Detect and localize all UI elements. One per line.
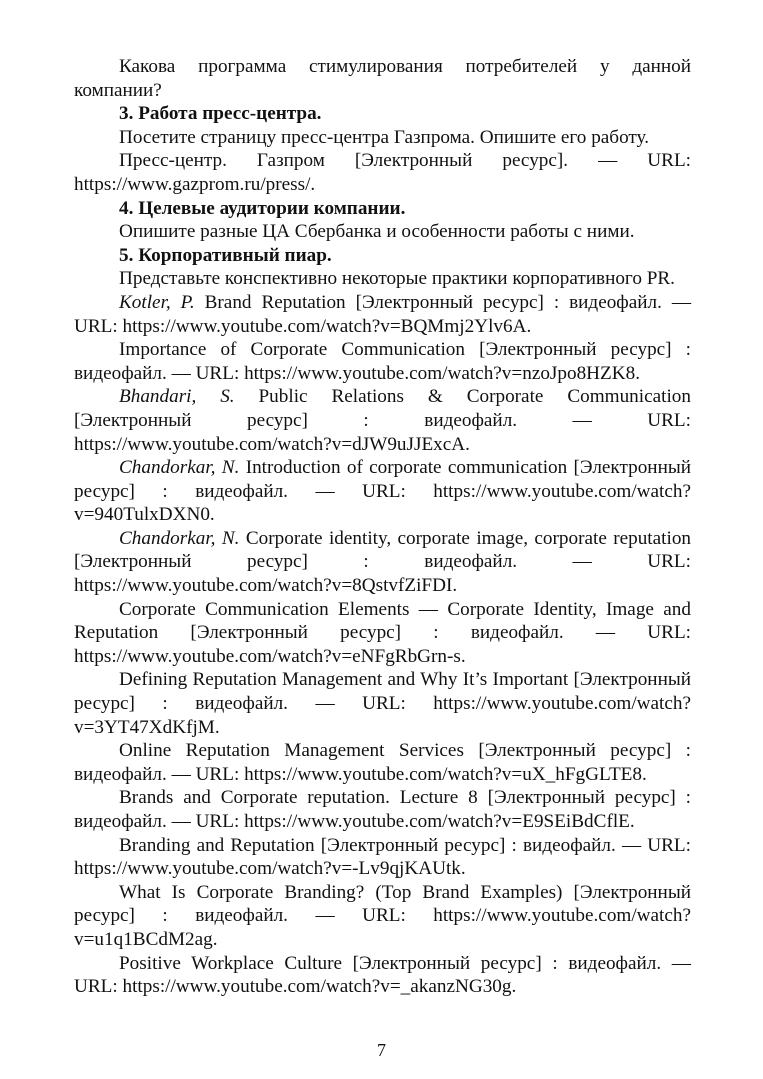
reference-text: Branding and Reputation [Электронный ресурс] : видеофайл. — URL: https://www.youtube.com/watch?v=-Lv9qjKAUtk.	[74, 834, 691, 880]
reference-text: Corporate identity, corporate image, corporate reputation [Электронный ресурс] : видеофайл. — URL: https://www.youtube.com/watch?v=8QstvfZiFDI.	[74, 527, 692, 597]
reference-text: Online Reputation Management Services [Электронный ресурс] : видеофайл. — URL: https://www.youtube.com/watch?v=uX_hFgGLTE8.	[74, 740, 691, 785]
reference-entry	[74, 834, 691, 881]
reference-author: Kotler, P.	[119, 291, 195, 313]
reference-entry	[74, 527, 691, 598]
paragraph	[74, 220, 691, 244]
reference-entry	[74, 291, 691, 338]
reference-author: Chandorkar, N.	[119, 527, 240, 549]
reference-entry	[74, 739, 691, 786]
paragraph-text: Посетите страницу пресс-центра Газпрома. Опишите его работу.	[119, 126, 650, 148]
reference-text: Positive Workplace Culture [Электронный ресурс] : видеофайл. — URL: https://www.youtube.com/watch?v=_akanzNG30g.	[74, 952, 691, 998]
paragraph-text: Какова программа стимулирования потребителей у данной компании?	[74, 56, 691, 101]
section-heading: 3. Работа пресс-центра.	[119, 103, 322, 125]
paragraph	[74, 55, 691, 102]
page-number: 7	[377, 1040, 386, 1060]
reference-text: Brand Reputation [Электронный ресурс] : видеофайл. — URL: https://www.youtube.com/watch?v=BQMmj2Ylv6A.	[74, 291, 692, 337]
reference-entry	[74, 338, 691, 385]
reference-entry	[74, 598, 691, 669]
reference-entry	[74, 456, 691, 527]
reference-text: Defining Reputation Management and Why It’s Important [Электронный ресурс] : видеофайл. — URL: https://www.youtube.com/watch?v=3YT47XdKfjM.	[74, 669, 691, 738]
reference-text: Corporate Communication Elements — Corporate Identity, Image and Reputation [Электронный ресурс] : видеофайл. — URL: https://www.youtube.com/watch?v=eNFgRbGrn-s.	[74, 598, 691, 667]
reference-entry	[74, 149, 691, 196]
reference-entry	[74, 385, 691, 456]
reference-entry	[74, 881, 691, 952]
reference-entry	[74, 952, 691, 999]
paragraph-text: Опишите разные ЦА Сбербанка и особенности работы с ними.	[119, 221, 635, 243]
paragraph	[74, 126, 691, 150]
reference-entry	[74, 668, 691, 739]
paragraph-text: Представьте конспективно некоторые практики корпоративного PR.	[119, 268, 675, 290]
reference-author: Bhandari, S.	[119, 386, 235, 408]
section-heading: 4. Целевые аудитории компании.	[119, 197, 406, 219]
reference-entry	[74, 786, 691, 833]
reference-text: Brands and Corporate reputation. Lecture 8 [Электронный ресурс] : видеофайл. — URL: https://www.youtube.com/watch?v=E9SEiBdCflE.	[74, 787, 691, 832]
reference-text: What Is Corporate Branding? (Top Brand Examples) [Электронный ресурс] : видеофайл. — URL: https://www.youtube.com/watch?v=u1q1BCdM2ag.	[74, 881, 691, 950]
paragraph-text: Пресс-центр. Газпром [Электронный ресурс]. — URL: https://www.gazprom.ru/press/.	[74, 150, 691, 195]
reference-author: Chandorkar, N.	[119, 457, 240, 479]
paragraph	[74, 267, 691, 291]
reference-text: Introduction of corporate communication [Электронный ресурс] : видеофайл. — URL: https://www.youtube.com/watch?v=940TulxDXN0.	[74, 457, 692, 526]
section-heading: 5. Корпоративный пиар.	[119, 244, 332, 266]
reference-text: Public Relations & Corporate Communication [Электронный ресурс] : видеофайл. — URL: https://www.youtube.com/watch?v=dJW9uJJExcA.	[74, 386, 691, 455]
page-body	[74, 55, 691, 999]
reference-text: Importance of Corporate Communication [Электронный ресурс] : видеофайл. — URL: https://www.youtube.com/watch?v=nzoJpo8HZK8.	[74, 339, 691, 384]
